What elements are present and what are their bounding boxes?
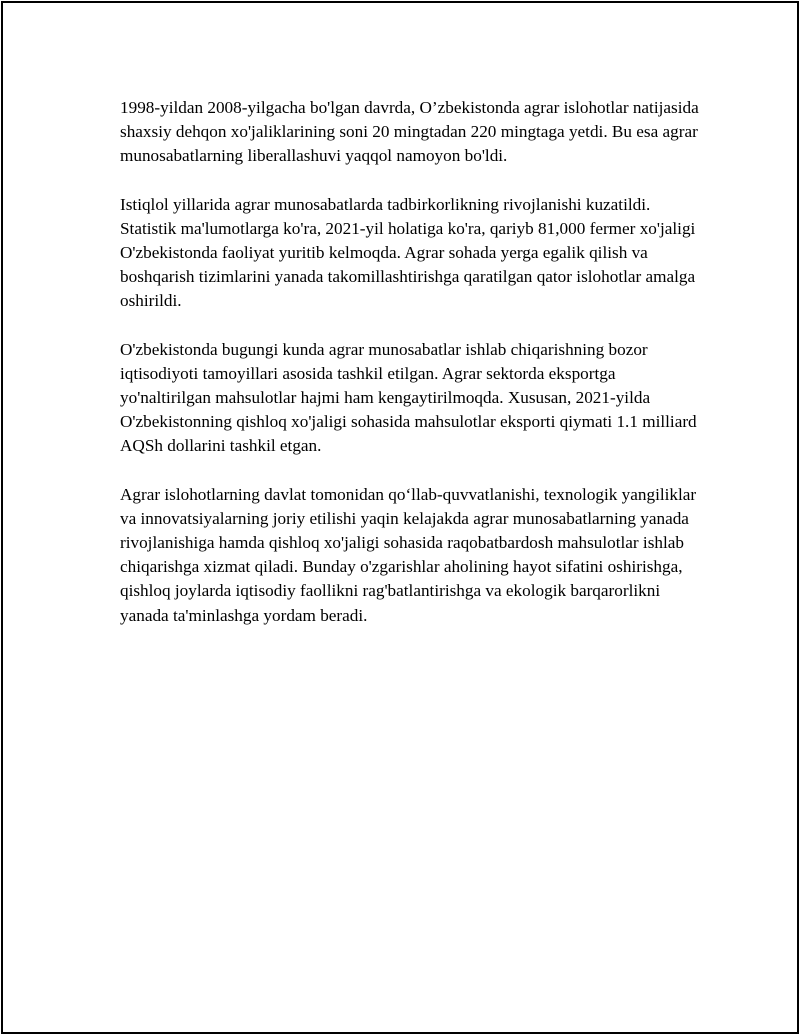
paragraph-4: Agrar islohotlarning davlat tomonidan qo‘llab-quvvatlanishi, texnologik yangiliklar va innovatsiyalarning joriy etilishi yaqin kelajakda agrar munosabatlarning yanada rivojlanishiga hamda qishloq xo'jaligi sohasida raqobatbardosh mahsulotlar ishlab chiqarishga xizmat qiladi. Bunday o'zgarishlar aholining hayot sifatini oshirishga, qishloq joylarda iqtisodiy faollikni rag'batlantirishga va ekologik barqarorlikni yanada ta'minlashga yordam beradi. [120, 484, 697, 625]
paragraph-2: Istiqlol yillarida agrar munosabatlarda tadbirkorlikning rivojlanishi kuzatildi. Statistik ma'lumotlarga ko'ra, 2021-yil holatiga ko'ra, qariyb 81,000 fermer xo'jaligi O'zbekistonda faoliyat yuritib kelmoqda. Agrar sohada yerga egalik qilish va boshqarish tizimlarini yanada takomillashtirishga qaratilgan qator islohotlar amalga oshirildi. [120, 194, 696, 311]
paragraph-3: O'zbekistonda bugungi kunda agrar munosabatlar ishlab chiqarishning bozor iqtisodiyoti tamoyillari asosida tashkil etilgan. Agrar sektorda eksportga yo'naltirilgan mahsulotlar hajmi ham kengaytirilmoqda. Xususan, 2021-yilda O'zbekistonning qishloq xo'jaligi sohasida mahsulotlar eksporti qiymati 1.1 milliard AQSh dollarini tashkil etgan. [120, 339, 697, 456]
document-page [1, 1, 799, 1034]
paragraph-1: 1998-yildan 2008-yilgacha bo'lgan davrda, O’zbekistonda agrar islohotlar natijasida shaxsiy dehqon xo'jaliklarining soni 20 mingtadan 220 mingtaga yetdi. Bu esa agrar munosabatlarning liberallashuvi yaqqol namoyon bo'ldi. [120, 98, 699, 166]
document-body [120, 96, 710, 652]
